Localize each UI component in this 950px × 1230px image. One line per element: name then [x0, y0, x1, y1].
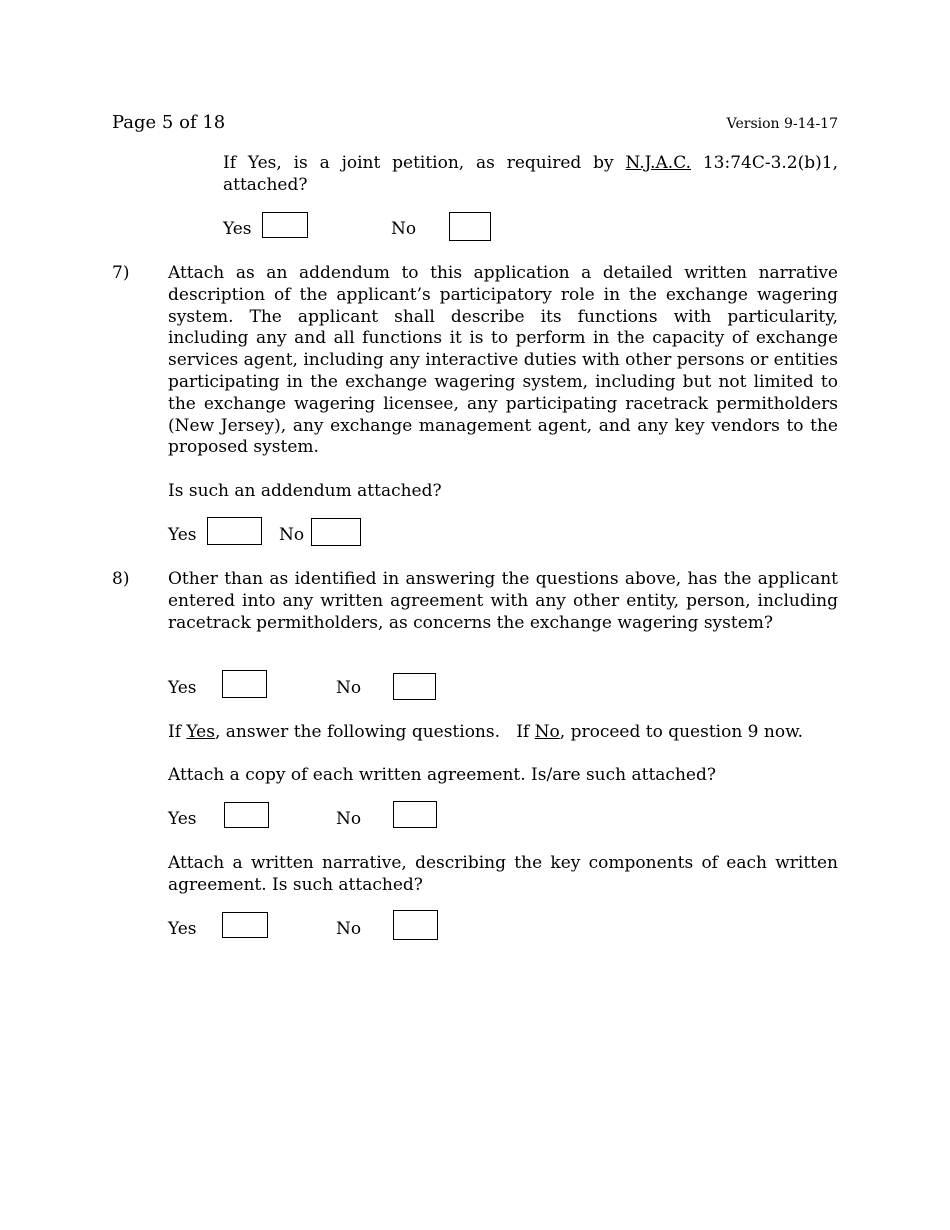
question-7-no-checkbox[interactable]	[311, 518, 361, 546]
question-8-no-checkbox[interactable]	[393, 673, 436, 700]
joint-petition-no-checkbox[interactable]	[449, 212, 491, 241]
attach-narrative-no-checkbox[interactable]	[393, 910, 438, 940]
version-label: Version 9-14-17	[726, 116, 838, 132]
question-8-number: 8)	[112, 569, 130, 589]
joint-petition-question	[223, 153, 838, 197]
if-yes-mid: , answer the following questions. If	[214, 722, 535, 742]
joint-petition-no-label: No	[391, 219, 417, 239]
if-yes-prefix: If	[168, 722, 187, 742]
question-8-yes-checkbox[interactable]	[222, 670, 267, 698]
if-yes-word: Yes	[186, 722, 215, 742]
question-7-no-label: No	[279, 525, 305, 545]
question-7-yes-checkbox[interactable]	[207, 517, 262, 545]
question-8-no-label: No	[336, 678, 362, 698]
question-8-body: Other than as identified in answering the questions above, has the applicant entered into any written agreement with any other entity, person, including racetrack permitholders, as concerns the exchange wagering system?	[168, 569, 838, 633]
page-number: Page 5 of 18	[112, 112, 226, 133]
attach-narrative-question: Attach a written narrative, describing the key components of each written agreement. Is such attached?	[168, 853, 838, 895]
joint-petition-text-after: 13:74C-3.2(b)1, attached?	[223, 153, 838, 195]
if-no-word: No	[534, 722, 560, 742]
question-8-yes-label: Yes	[168, 678, 197, 698]
question-7-number: 7)	[112, 263, 130, 283]
question-8-instructions	[168, 722, 803, 742]
if-no-suffix: , proceed to question 9 now.	[559, 722, 804, 742]
njac-citation: N.J.A.C.	[625, 153, 691, 173]
question-7-yes-label: Yes	[168, 525, 197, 545]
attach-narrative-no-label: No	[336, 919, 362, 939]
attach-narrative-yes-label: Yes	[168, 919, 197, 939]
attach-copy-no-checkbox[interactable]	[393, 801, 437, 828]
attach-narrative-yes-checkbox[interactable]	[222, 912, 268, 938]
attach-copy-yes-label: Yes	[168, 809, 197, 829]
joint-petition-text-before: If Yes, is a joint petition, as required by	[223, 153, 626, 173]
attach-copy-question: Attach a copy of each written agreement. Is/are such attached?	[168, 765, 716, 785]
joint-petition-yes-label: Yes	[223, 219, 252, 239]
question-7-prompt: Is such an addendum attached?	[168, 481, 442, 501]
question-7-body: Attach as an addendum to this application a detailed written narrative description of the applicant’s participatory role in the exchange wagering system. The applicant shall describe its functions with particularity, including any and all functions it is to perform in the capacity of exchange services agent, including any interactive duties with other persons or entities participating in the exchange wagering system, including but not limited to the exchange wagering licensee, any participating racetrack permitholders (New Jersey), any exchange management agent, and any key vendors to the proposed system.	[168, 263, 838, 458]
joint-petition-yes-checkbox[interactable]	[262, 212, 308, 238]
attach-copy-no-label: No	[336, 809, 362, 829]
attach-copy-yes-checkbox[interactable]	[224, 802, 269, 828]
